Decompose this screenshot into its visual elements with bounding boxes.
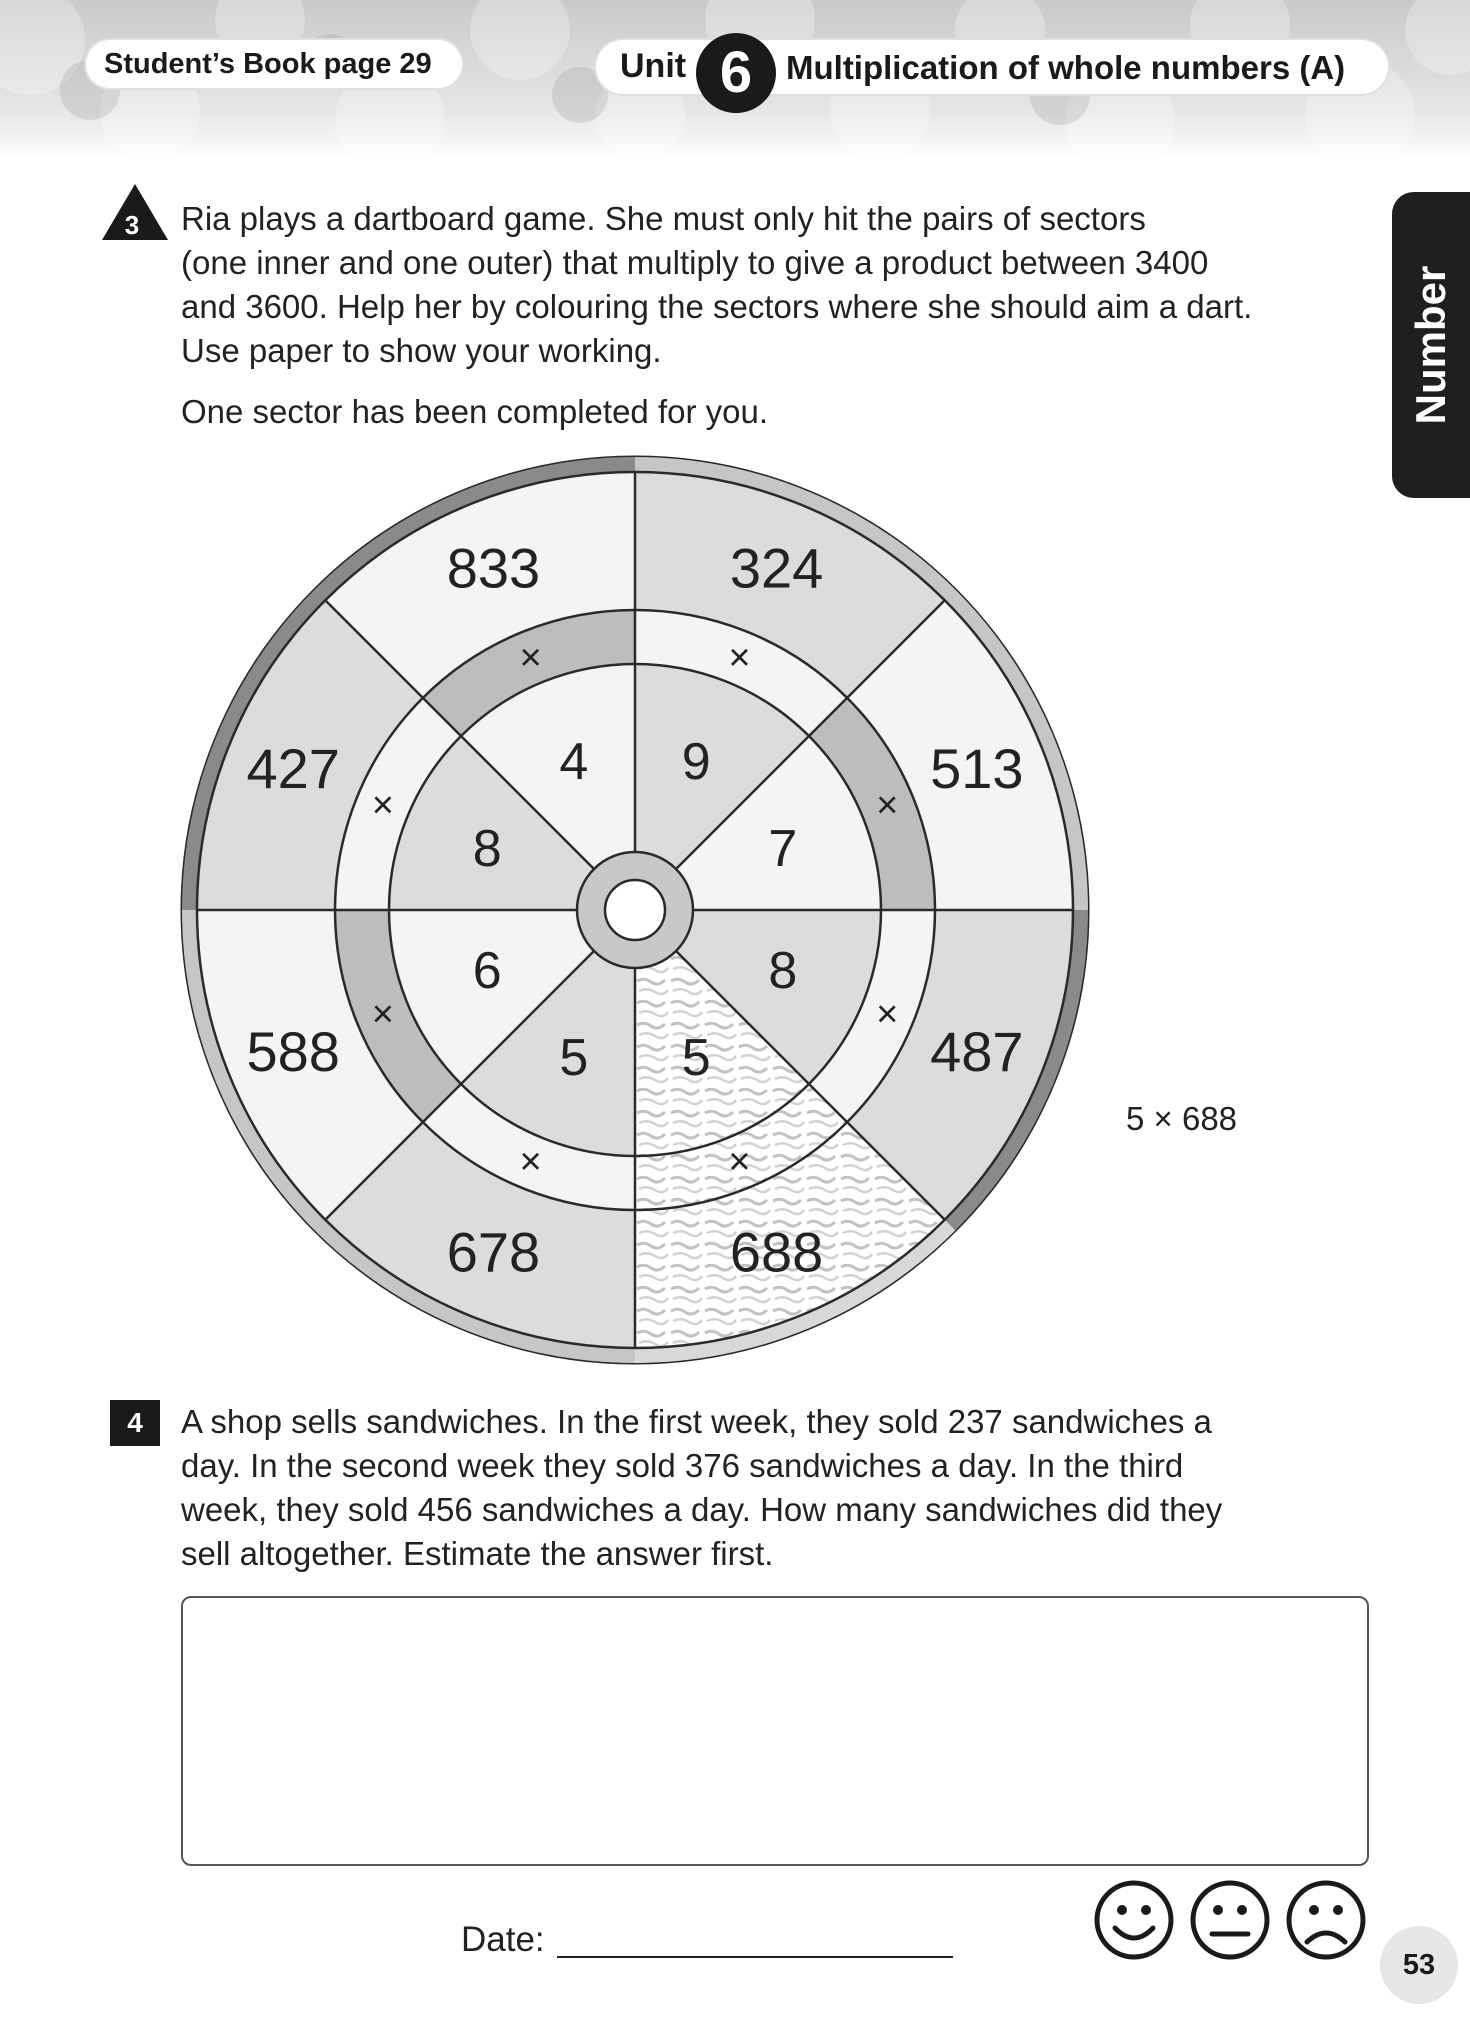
outer-number: 427: [246, 736, 340, 800]
question-3-line: and 3600. Help her by colouring the sectors where she should aim a dart.: [181, 288, 1253, 325]
question-4-line: A shop sells sandwiches. In the first week, they sold 237 sandwiches a: [181, 1403, 1212, 1440]
outer-number: 324: [729, 536, 824, 600]
date-label: Date:: [461, 1920, 545, 1959]
multiply-sign: ×: [519, 1141, 542, 1184]
question-3-number: 3: [124, 210, 140, 240]
question-3-marker: [100, 180, 170, 244]
book-reference: Student’s Book page 29: [104, 48, 432, 80]
happy-face-icon[interactable]: [1097, 1883, 1171, 1957]
self-assessment-faces: [1092, 1878, 1372, 1962]
multiply-sign: ×: [371, 784, 394, 827]
outer-number: 513: [930, 736, 1024, 800]
question-3-text: [181, 197, 1361, 373]
inner-number: 7: [768, 819, 798, 878]
sad-face-icon[interactable]: [1289, 1883, 1363, 1957]
inner-number: 5: [559, 1028, 589, 1087]
inner-number: 6: [472, 942, 502, 1001]
dartboard[interactable]: [175, 450, 1095, 1370]
section-tab-label: Number: [1407, 265, 1454, 425]
unit-number-badge: 6: [696, 33, 776, 113]
question-4-marker: 4: [110, 1400, 160, 1446]
question-4-line: sell altogether. Estimate the answer first.: [181, 1535, 774, 1572]
outer-number: 487: [930, 1020, 1024, 1084]
inner-number: 9: [681, 733, 711, 792]
question-3-line: Ria plays a dartboard game. She must only hit the pairs of sectors: [181, 200, 1146, 237]
question-3-line: Use paper to show your working.: [181, 332, 662, 369]
page-number: 53: [1380, 1926, 1458, 2004]
neutral-face-icon[interactable]: [1193, 1883, 1267, 1957]
inner-number: 4: [559, 733, 589, 792]
inner-number: 8: [768, 942, 798, 1001]
question-3-note: One sector has been completed for you.: [181, 393, 769, 430]
multiply-sign: ×: [371, 993, 394, 1036]
inner-number: 8: [472, 819, 502, 878]
question-3-line: (one inner and one outer) that multiply to give a product between 3400: [181, 244, 1209, 281]
multiply-sign: ×: [876, 784, 899, 827]
multiply-sign: ×: [728, 1141, 751, 1184]
question-4-text: [181, 1400, 1361, 1576]
outer-number: 588: [246, 1020, 340, 1084]
multiply-sign: ×: [519, 636, 542, 679]
multiply-sign: ×: [728, 636, 751, 679]
unit-title: Multiplication of whole numbers (A): [786, 49, 1346, 86]
unit-header: [596, 40, 1388, 105]
worked-example: 5 × 688: [1126, 1100, 1238, 1137]
outer-number: 833: [446, 536, 541, 600]
outer-number: 678: [446, 1220, 541, 1284]
question-4-line: week, they sold 456 sandwiches a day. How many sandwiches did they: [181, 1491, 1223, 1528]
multiply-sign: ×: [876, 993, 899, 1036]
inner-number: 5: [681, 1028, 711, 1087]
bullseye[interactable]: [605, 880, 665, 940]
unit-label: Unit: [620, 47, 687, 85]
question-4-line: day. In the second week they sold 376 sandwiches a day. In the third: [181, 1447, 1184, 1484]
answer-box[interactable]: [181, 1596, 1369, 1866]
date-line[interactable]: [557, 1956, 953, 1958]
section-tab: [1392, 192, 1470, 498]
book-reference-pill: [86, 40, 462, 88]
outer-number: 688: [729, 1220, 824, 1284]
